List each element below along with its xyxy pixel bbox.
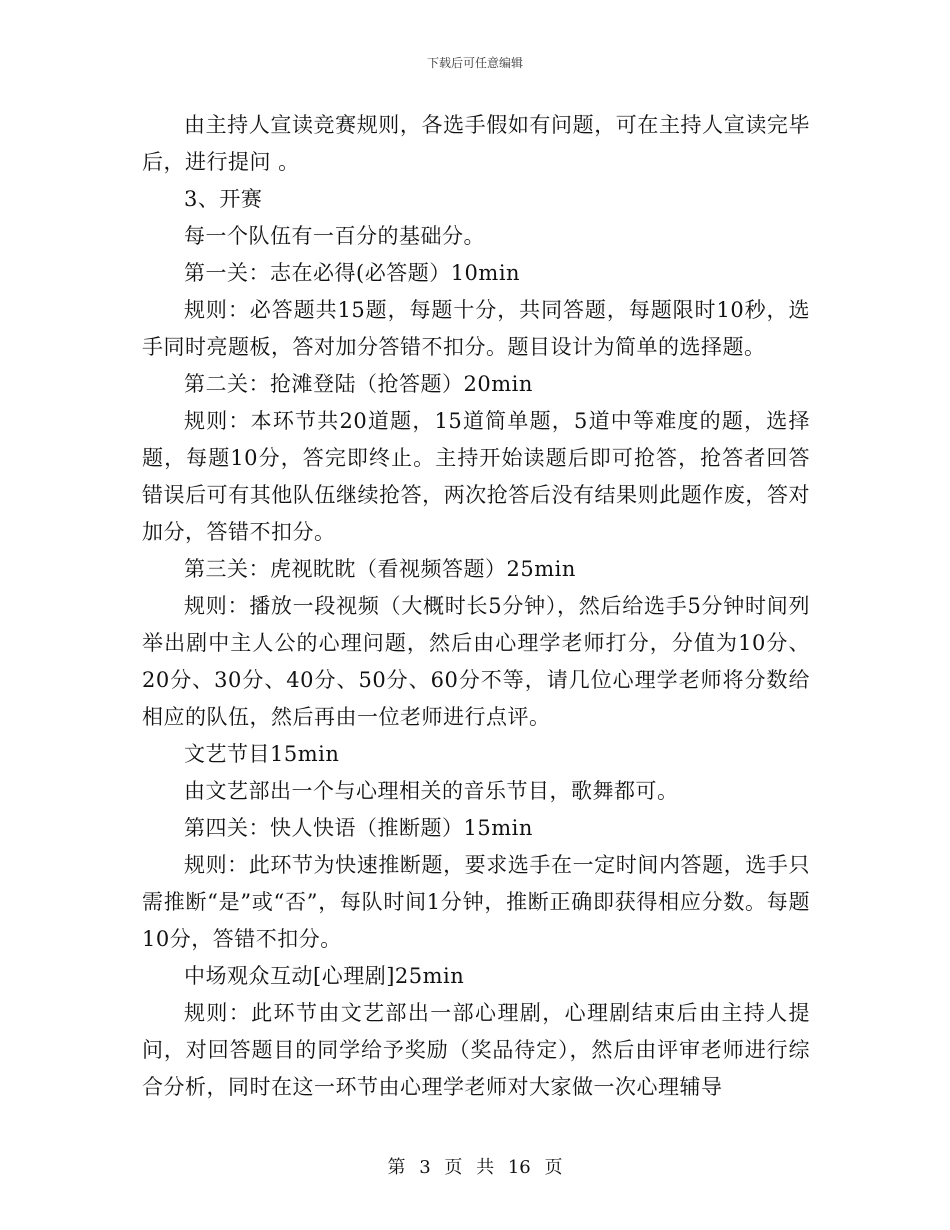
paragraph-round-3-title: 第三关：虎视眈眈（看视频答题）25min bbox=[184, 557, 576, 581]
page-header-note: 下载后可任意编辑 bbox=[426, 56, 523, 70]
document-body bbox=[142, 107, 810, 1106]
paragraph-round-4-title: 第四关：快人快语（推断题）15min bbox=[184, 816, 533, 840]
paragraph-round-4-rules: 规则：此环节为快速推断题，要求选手在一定时间内答题，选手只需推断“是”或“否”，每队时间1分钟，推断正确即获得相应分数。每题10分，答错不扣分。 bbox=[142, 853, 810, 951]
page-number: 第 3 页 共 16 页 bbox=[387, 1157, 563, 1178]
paragraph-base-score: 每一个队伍有一百分的基础分。 bbox=[184, 224, 485, 248]
paragraph-interaction-title: 中场观众互动[心理剧]25min bbox=[184, 964, 465, 988]
paragraph-section-start: 3、开赛 bbox=[184, 187, 263, 211]
paragraph-round-2-title: 第二关：抢滩登陆（抢答题）20min bbox=[184, 372, 533, 396]
paragraph-round-1-rules: 规则：必答题共15题，每题十分，共同答题，每题限时10秒，选手同时亮题板，答对加分答错不扣分。题目设计为简单的选择题。 bbox=[142, 298, 810, 359]
paragraph-performance-desc: 由文艺部出一个与心理相关的音乐节目，歌舞都可。 bbox=[184, 779, 679, 803]
paragraph-round-3-rules: 规则：播放一段视频（大概时长5分钟），然后给选手5分钟时间列举出剧中主人公的心理问题，然后由心理学老师打分，分值为10分、20分、30分、40分、50分、60分不等，请几位心理学老师将分数给相应的队伍，然后再由一位老师进行点评。 bbox=[142, 594, 810, 729]
paragraph-host-rules: 由主持人宣读竞赛规则，各选手假如有问题，可在主持人宣读完毕后，进行提问 。 bbox=[142, 113, 810, 174]
paragraph-round-1-title: 第一关：志在必得(必答题）10min bbox=[184, 261, 521, 285]
paragraph-interaction-rules: 规则：此环节由文艺部出一部心理剧，心理剧结束后由主持人提问，对回答题目的同学给予奖励（奖品待定），然后由评审老师进行综合分析，同时在这一环节由心理学老师对大家做一次心理辅导 bbox=[142, 1001, 810, 1099]
paragraph-performance-title: 文艺节目15min bbox=[184, 742, 340, 766]
paragraph-round-2-rules: 规则：本环节共20道题，15道简单题，5道中等难度的题，选择题，每题10分，答完即终止。主持开始读题后即可抢答，抢答者回答错误后可有其他队伍继续抢答，两次抢答后没有结果则此题作废，答对加分，答错不扣分。 bbox=[142, 409, 810, 544]
